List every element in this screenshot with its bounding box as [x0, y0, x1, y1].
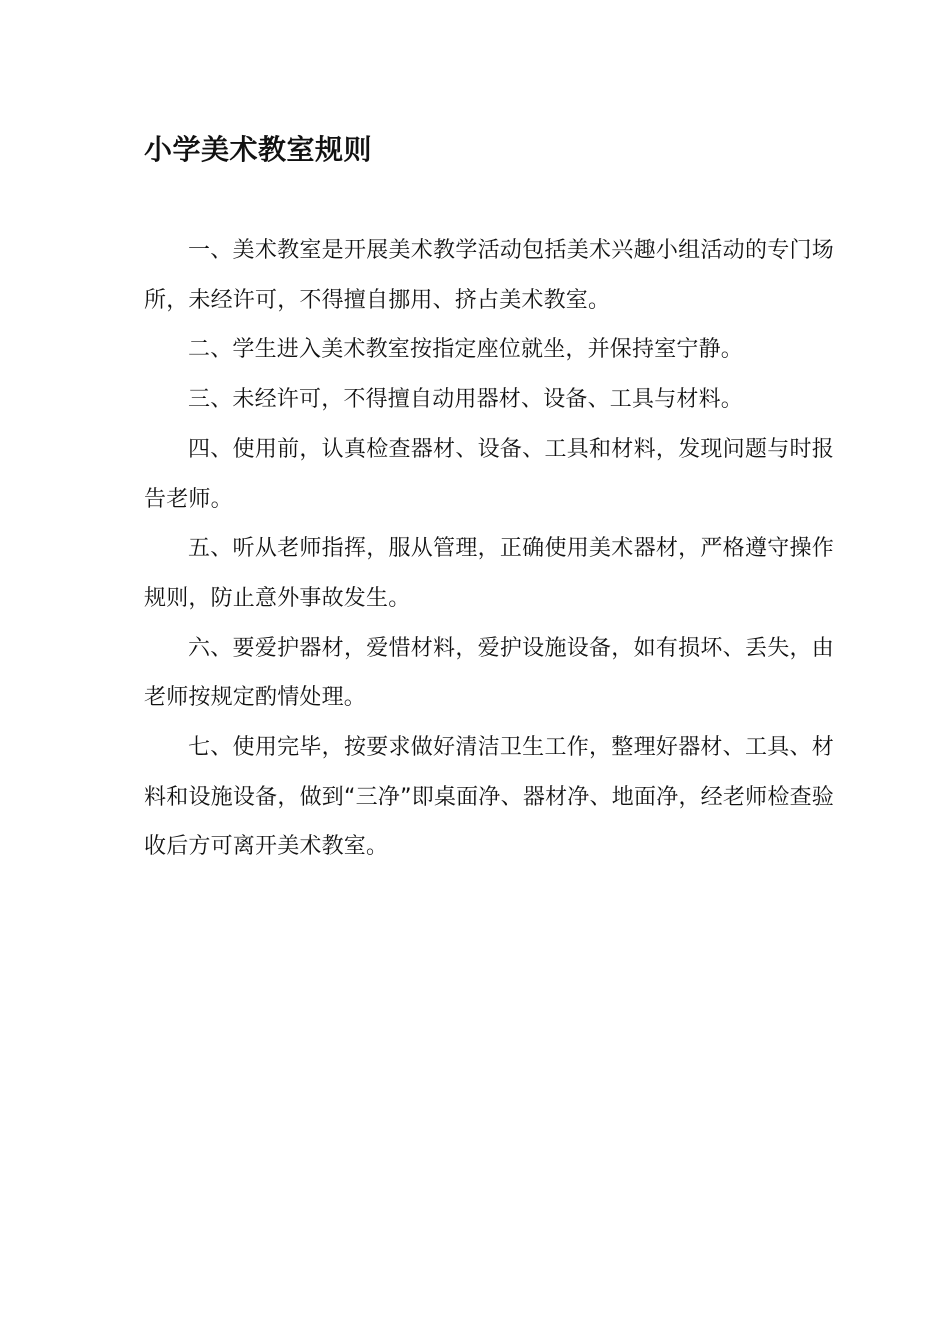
rule-item-7: 七、使用完毕，按要求做好清洁卫生工作，整理好器材、工具、材料和设施设备，做到“三净”即桌面净、器材净、地面净，经老师检查验收后方可离开美术教室。	[144, 735, 834, 860]
rule-item-5: 五、听从老师指挥，服从管理，正确使用美术器材，严格遵守操作规则，防止意外事故发生。	[144, 536, 834, 611]
rules-list	[144, 226, 834, 872]
rule-item-1: 一、美术教室是开展美术教学活动包括美术兴趣小组活动的专门场所，未经许可，不得擅自挪用、挤占美术教室。	[144, 238, 834, 313]
rule-item-2: 二、学生进入美术教室按指定座位就坐，并保持室宁静。	[188, 337, 744, 363]
rule-item-3: 三、未经许可，不得擅自动用器材、设备、工具与材料。	[188, 387, 744, 413]
document-title: 小学美术教室规则	[144, 133, 373, 166]
rule-item-6: 六、要爱护器材，爱惜材料，爱护设施设备，如有损坏、丢失，由老师按规定酌情处理。	[144, 635, 834, 711]
rule-item-4: 四、使用前，认真检查器材、设备、工具和材料，发现问题与时报告老师。	[144, 436, 834, 512]
